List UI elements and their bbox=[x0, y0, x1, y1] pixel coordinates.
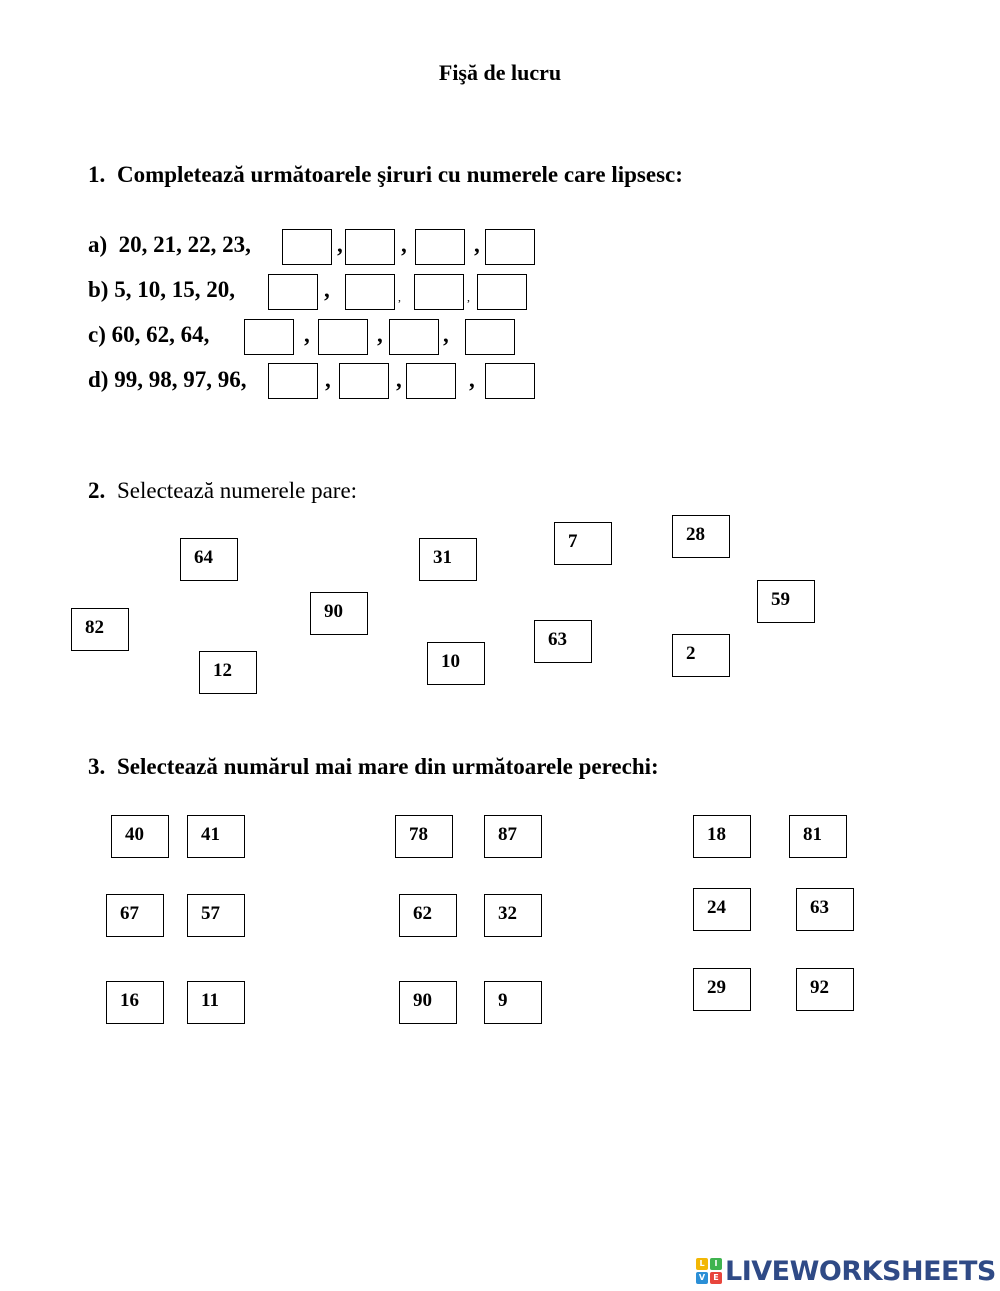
sequence-d-label bbox=[88, 367, 246, 393]
sequence-a-blank-3[interactable] bbox=[415, 229, 465, 265]
logo-tile: V bbox=[696, 1272, 708, 1284]
exercise-1-instruction: Completează următoarele şiruri cu numerele care lipsesc: bbox=[117, 162, 683, 187]
logo-text: LIVEWORKSHEETS bbox=[725, 1255, 996, 1287]
pair-choice-box[interactable]: 90 bbox=[399, 981, 457, 1024]
pair-choice-box[interactable]: 11 bbox=[187, 981, 245, 1024]
even-choice-box[interactable]: 82 bbox=[71, 608, 129, 651]
exercise-2-instruction: Selectează numerele pare: bbox=[117, 478, 358, 503]
sequence-b-blank-3[interactable] bbox=[414, 274, 464, 310]
even-choice-box[interactable]: 63 bbox=[534, 620, 592, 663]
exercise-2-heading bbox=[88, 478, 357, 504]
even-choice-box[interactable]: 7 bbox=[554, 522, 612, 565]
sequence-a-blank-2[interactable] bbox=[345, 229, 395, 265]
sequence-a-blank-4[interactable] bbox=[485, 229, 535, 265]
sequence-a-blank-1[interactable] bbox=[282, 229, 332, 265]
pair-choice-box[interactable]: 16 bbox=[106, 981, 164, 1024]
sequence-b-blank-2[interactable] bbox=[345, 274, 395, 310]
logo-tile: I bbox=[710, 1258, 722, 1270]
even-choice-box[interactable]: 10 bbox=[427, 642, 485, 685]
pair-choice-box[interactable]: 18 bbox=[693, 815, 751, 858]
logo-tiles-icon bbox=[696, 1258, 722, 1284]
sequence-c-blank-1[interactable] bbox=[244, 319, 294, 355]
separator: , bbox=[443, 322, 449, 347]
separator: , bbox=[337, 232, 343, 257]
sequence-a-label bbox=[88, 232, 251, 258]
page-title: Fişă de lucru bbox=[438, 60, 562, 85]
separator: , bbox=[396, 367, 402, 392]
separator: , bbox=[401, 232, 407, 257]
exercise-3-number: 3. bbox=[88, 754, 106, 779]
separator: , bbox=[398, 290, 401, 304]
even-choice-box[interactable]: 12 bbox=[199, 651, 257, 694]
separator: , bbox=[469, 367, 475, 392]
logo-tile: E bbox=[710, 1272, 722, 1284]
separator: , bbox=[467, 290, 470, 304]
even-choice-box[interactable]: 59 bbox=[757, 580, 815, 623]
separator: , bbox=[377, 322, 383, 347]
pair-choice-box[interactable]: 67 bbox=[106, 894, 164, 937]
pair-choice-box[interactable]: 81 bbox=[789, 815, 847, 858]
liveworksheets-logo bbox=[696, 1256, 996, 1286]
pair-choice-box[interactable]: 63 bbox=[796, 888, 854, 931]
sequence-d-letter: d) bbox=[88, 367, 109, 392]
sequence-c-blank-3[interactable] bbox=[389, 319, 439, 355]
exercise-1-heading bbox=[88, 162, 683, 188]
even-choice-box[interactable]: 28 bbox=[672, 515, 730, 558]
sequence-d-text: 99, 98, 97, 96, bbox=[114, 367, 247, 392]
sequence-b-label bbox=[88, 277, 235, 303]
separator: , bbox=[324, 277, 330, 302]
even-choice-box[interactable]: 2 bbox=[672, 634, 730, 677]
sequence-c-text: 60, 62, 64, bbox=[111, 322, 210, 347]
sequence-c-letter: c) bbox=[88, 322, 106, 347]
exercise-3-instruction: Selectează numărul mai mare din următoarele perechi: bbox=[117, 754, 659, 779]
sequence-d-blank-4[interactable] bbox=[485, 363, 535, 399]
sequence-a-letter: a) bbox=[88, 232, 108, 257]
even-choice-box[interactable]: 64 bbox=[180, 538, 238, 581]
separator: , bbox=[474, 232, 480, 257]
pair-choice-box[interactable]: 40 bbox=[111, 815, 169, 858]
sequence-c-blank-4[interactable] bbox=[465, 319, 515, 355]
sequence-b-blank-4[interactable] bbox=[477, 274, 527, 310]
sequence-c-label bbox=[88, 322, 209, 348]
sequence-d-blank-3[interactable] bbox=[406, 363, 456, 399]
pair-choice-box[interactable]: 87 bbox=[484, 815, 542, 858]
pair-choice-box[interactable]: 41 bbox=[187, 815, 245, 858]
sequence-b-letter: b) bbox=[88, 277, 109, 302]
exercise-2-number: 2. bbox=[88, 478, 106, 503]
sequence-d-blank-2[interactable] bbox=[339, 363, 389, 399]
even-choice-box[interactable]: 31 bbox=[419, 538, 477, 581]
exercise-3-heading bbox=[88, 754, 659, 780]
sequence-a-text: 20, 21, 22, 23, bbox=[118, 232, 251, 257]
logo-tile: L bbox=[696, 1258, 708, 1270]
pair-choice-box[interactable]: 78 bbox=[395, 815, 453, 858]
separator: , bbox=[325, 367, 331, 392]
pair-choice-box[interactable]: 29 bbox=[693, 968, 751, 1011]
pair-choice-box[interactable]: 57 bbox=[187, 894, 245, 937]
sequence-b-blank-1[interactable] bbox=[268, 274, 318, 310]
even-choice-box[interactable]: 90 bbox=[310, 592, 368, 635]
pair-choice-box[interactable]: 62 bbox=[399, 894, 457, 937]
sequence-d-blank-1[interactable] bbox=[268, 363, 318, 399]
pair-choice-box[interactable]: 32 bbox=[484, 894, 542, 937]
exercise-1-number: 1. bbox=[88, 162, 106, 187]
sequence-c-blank-2[interactable] bbox=[318, 319, 368, 355]
sequence-b-text: 5, 10, 15, 20, bbox=[114, 277, 235, 302]
separator: , bbox=[304, 322, 310, 347]
pair-choice-box[interactable]: 24 bbox=[693, 888, 751, 931]
pair-choice-box[interactable]: 9 bbox=[484, 981, 542, 1024]
pair-choice-box[interactable]: 92 bbox=[796, 968, 854, 1011]
